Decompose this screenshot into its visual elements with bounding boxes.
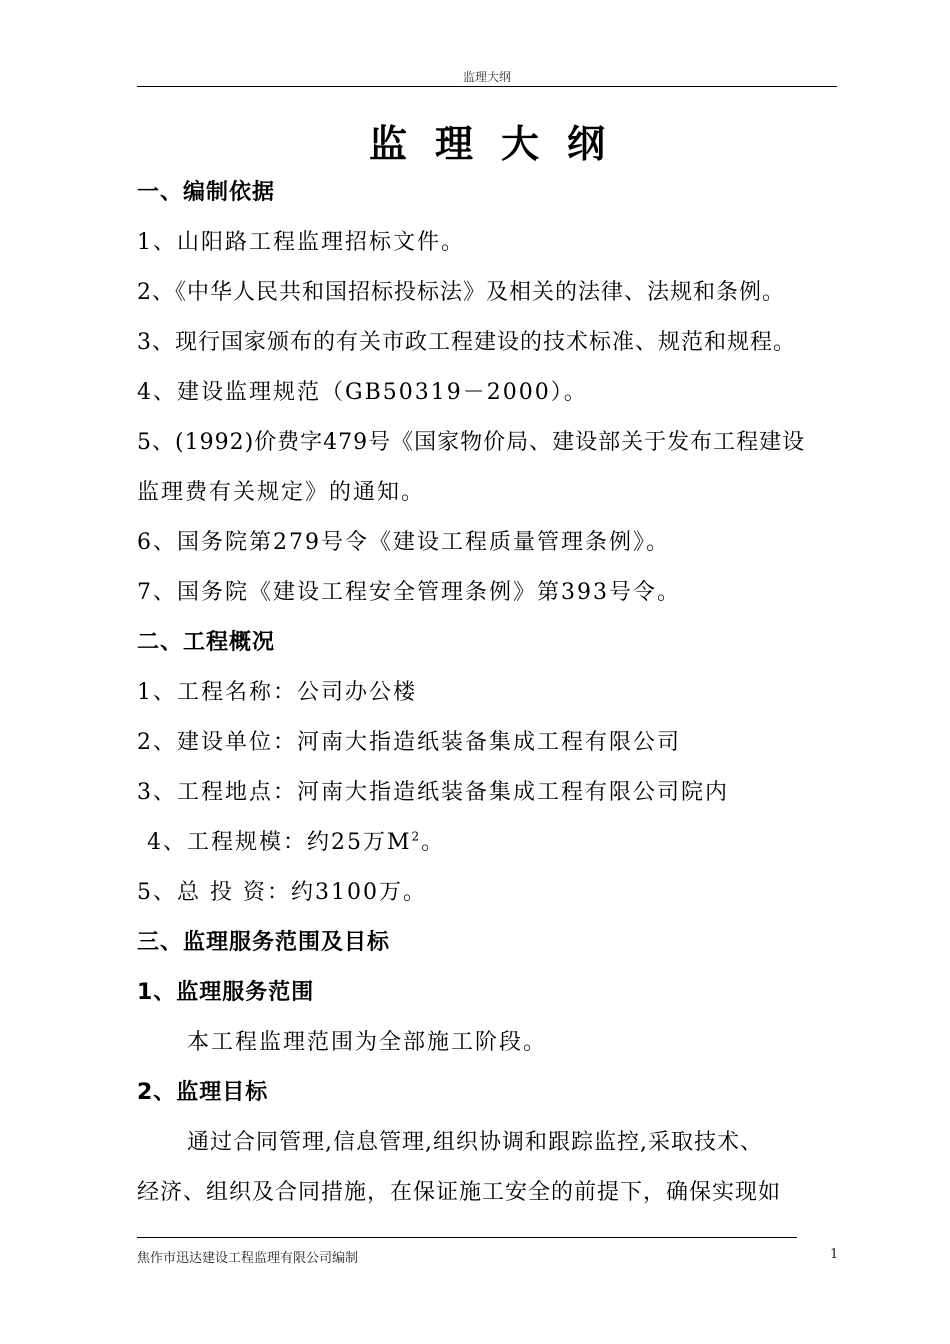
list-item: 3、工程地点：河南大指造纸装备集成工程有限公司院内	[137, 780, 729, 805]
list-item: 6、国务院第279号令《建设工程质量管理条例》。	[137, 530, 670, 555]
list-item: 2、建设单位：河南大指造纸装备集成工程有限公司	[137, 730, 681, 755]
document-title: 监理大纲	[368, 122, 633, 166]
list-item-continuation: 监理费有关规定》的通知。	[137, 480, 426, 505]
list-item: 1、工程名称：公司办公楼	[137, 680, 417, 705]
header-divider	[137, 86, 837, 87]
page-header: 监理大纲	[462, 70, 511, 84]
list-item: 3、现行国家颁布的有关市政工程建设的技术标准、规范和规程。	[137, 330, 796, 355]
page-number: 1	[830, 1247, 839, 1262]
section-heading: 一、编制依据	[137, 180, 276, 205]
scale-superscript: 2	[411, 829, 422, 844]
section-heading: 三、监理服务范围及目标	[137, 930, 391, 955]
list-item	[147, 828, 857, 858]
paragraph: 本工程监理范围为全部施工阶段。	[187, 1030, 548, 1055]
section-heading: 二、工程概况	[137, 630, 276, 655]
scale-prefix: 4、工程规模：约25万M	[147, 830, 412, 855]
footer-company: 焦作市迅达建设工程监理有限公司编制	[137, 1251, 359, 1266]
list-item: 1、山阳路工程监理招标文件。	[137, 230, 465, 255]
list-item: 7、国务院《建设工程安全管理条例》第393号令。	[137, 580, 681, 605]
list-item: 5、(1992)价费字479号《国家物价局、建设部关于发布工程建设	[137, 430, 806, 455]
paragraph: 通过合同管理,信息管理,组织协调和跟踪监控,采取技术、	[187, 1130, 763, 1155]
scale-suffix: 。	[421, 830, 446, 855]
subsection-heading: 2、监理目标	[137, 1080, 269, 1105]
subsection-heading: 1、监理服务范围	[137, 980, 315, 1005]
list-item: 4、建设监理规范（GB50319－2000）。	[137, 380, 588, 405]
paragraph-continuation: 经济、组织及合同措施，在保证施工安全的前提下，确保实现如	[137, 1180, 782, 1205]
footer-divider	[137, 1237, 797, 1238]
list-item: 2、《中华人民共和国招标投标法》及相关的法律、法规和条例。	[137, 280, 785, 305]
list-item: 5、总 投 资：约3100万。	[137, 880, 427, 905]
